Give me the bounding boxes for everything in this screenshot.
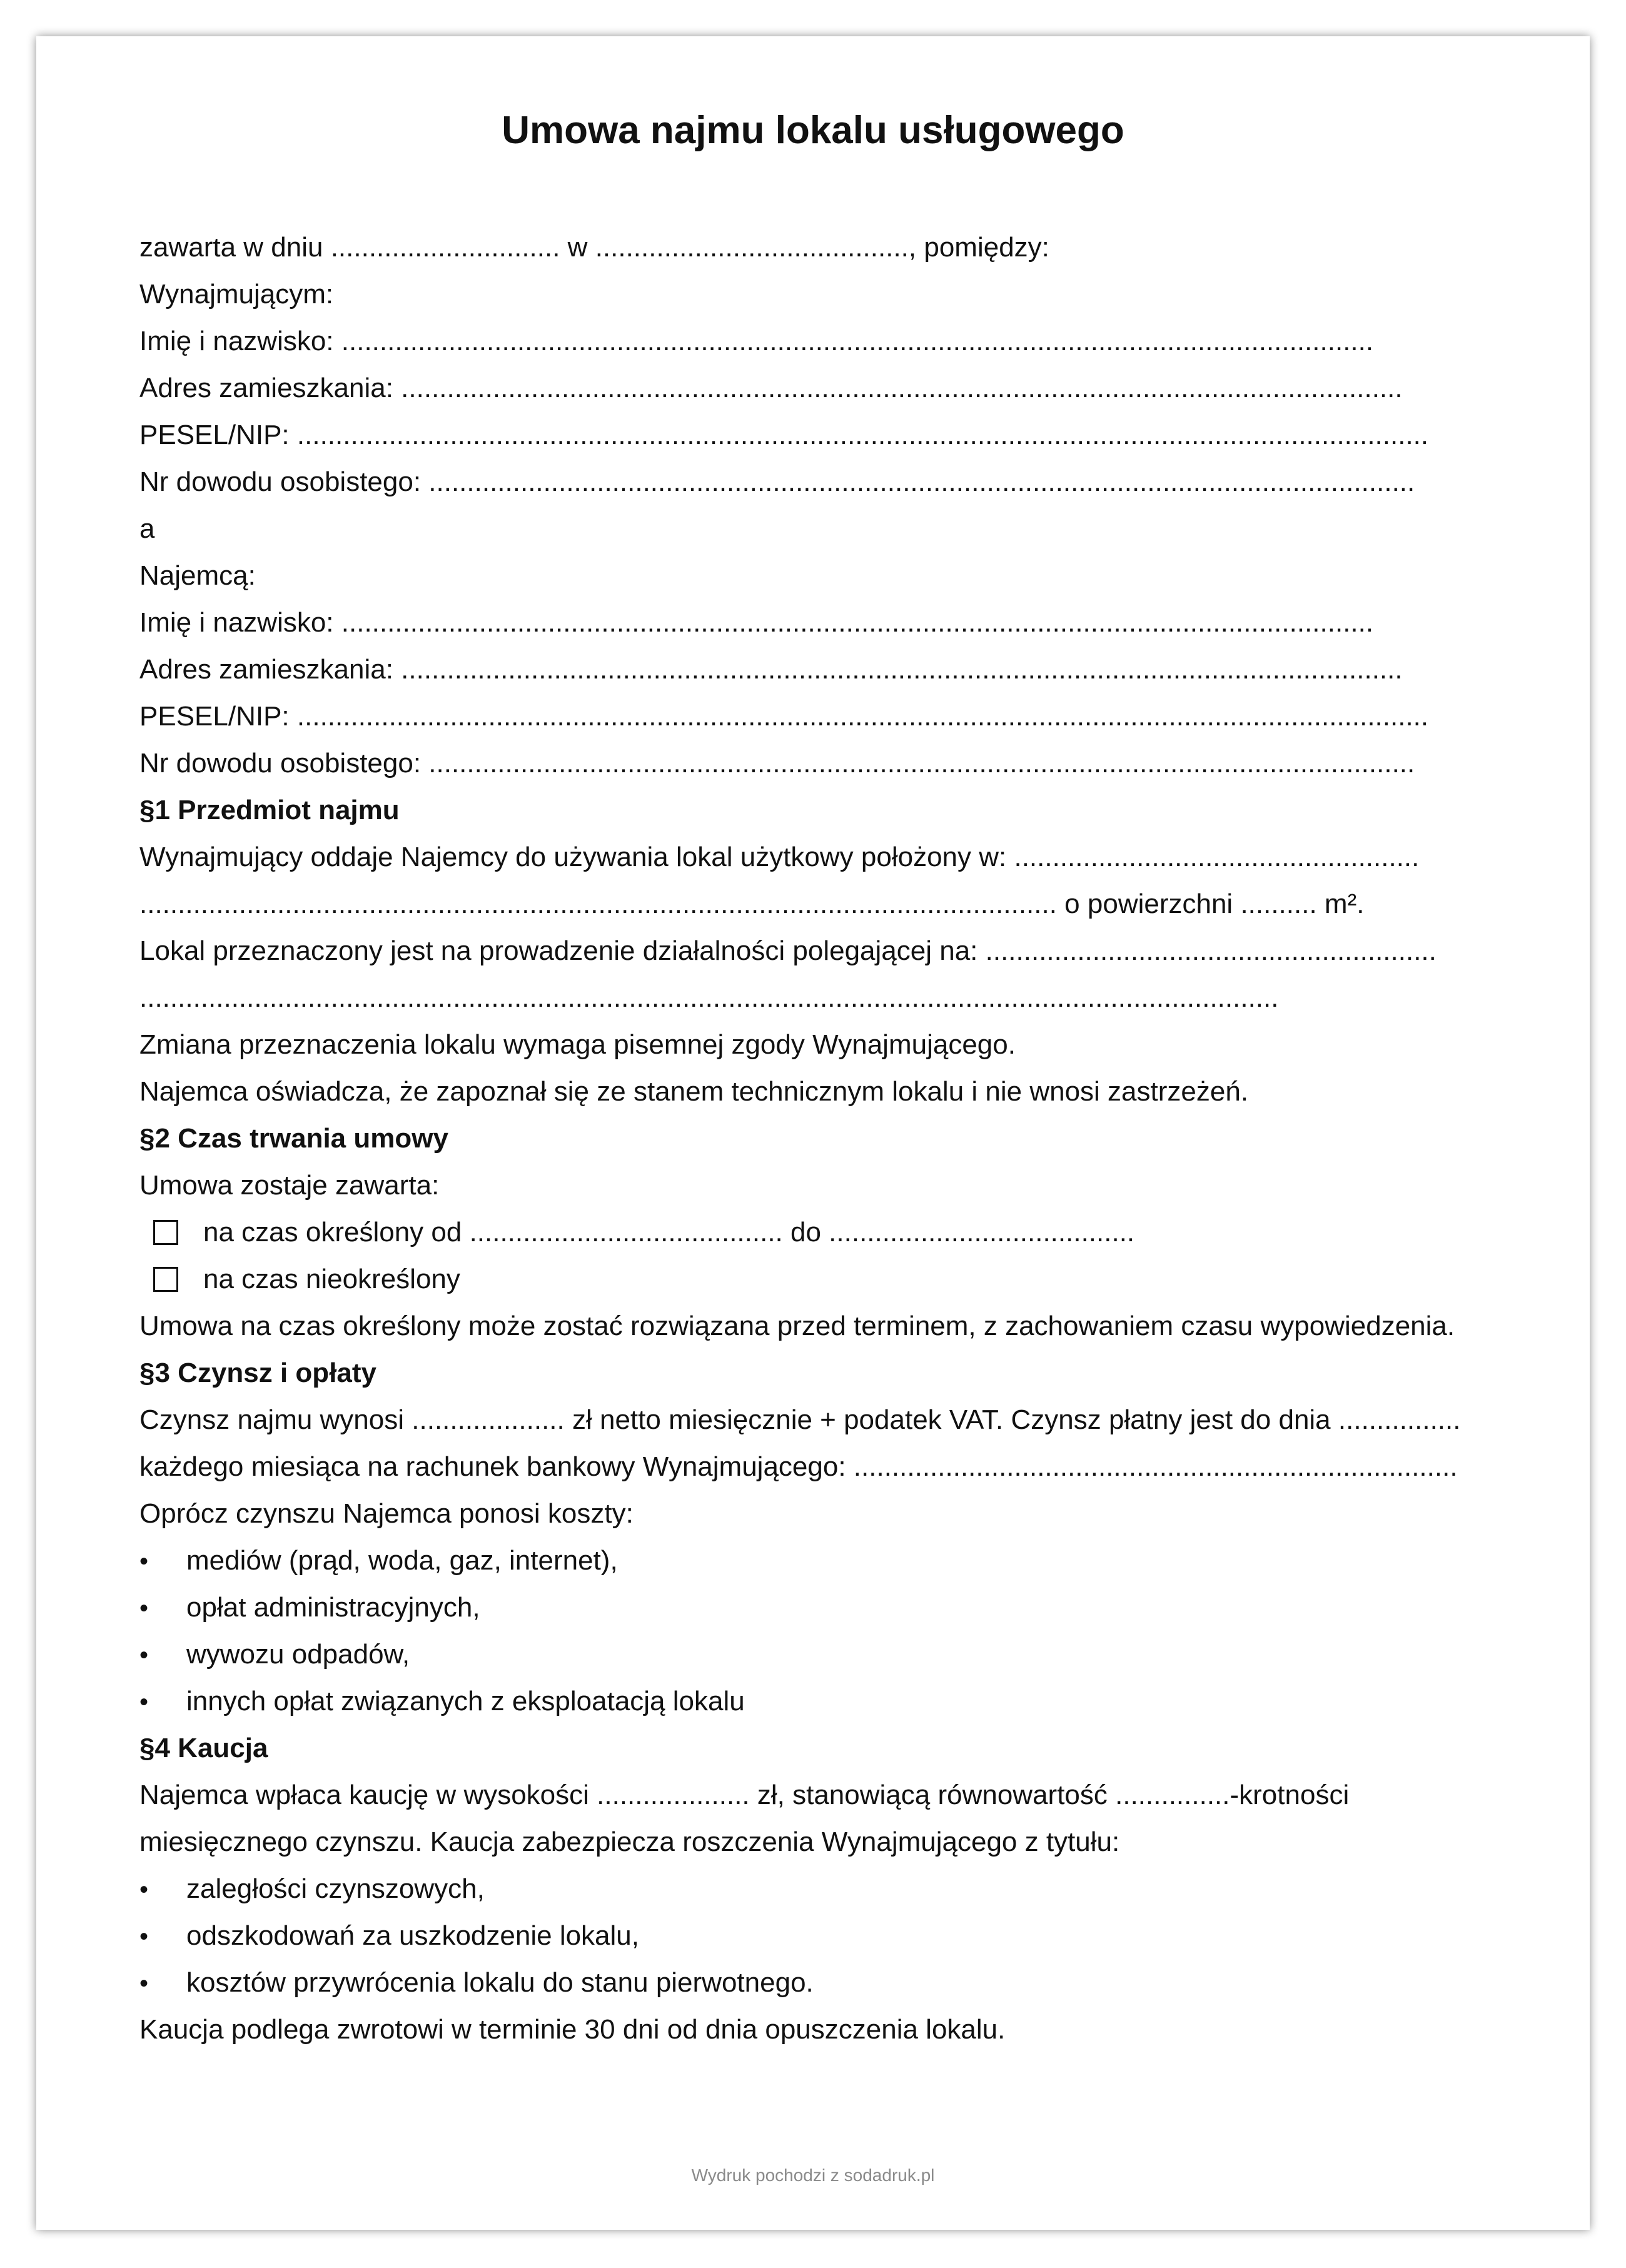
s3-account-line xyxy=(139,1443,1540,1490)
indefinite-term-checkbox[interactable] xyxy=(153,1267,178,1292)
bullet-icon: • xyxy=(139,1876,149,1903)
tenant-id-label: Nr dowodu osobistego: xyxy=(139,748,429,779)
s1-purpose-label: Lokal przeznaczony jest na prowadzenie działalności polegającej na: xyxy=(139,935,986,966)
s4-refund-text: Kaucja podlega zwrotowi w terminie 30 dni od dnia opuszczenia lokalu. xyxy=(139,2014,1006,2045)
s2-intro-text: Umowa zostaje zawarta: xyxy=(139,1170,440,1201)
lessor-id-field[interactable]: ................................................................................................................................. xyxy=(428,466,1415,497)
s1-change-purpose-text: Zmiana przeznaczenia lokalu wymaga pisemnej zgody Wynajmującego. xyxy=(139,1029,1016,1060)
intro-text-1: zawarta w dniu xyxy=(139,232,331,263)
intro-line xyxy=(139,224,1540,271)
s1-location-field[interactable]: ..................................................... xyxy=(1014,842,1420,872)
bullet-icon: • xyxy=(139,1688,149,1716)
s1-area-label: o powierzchni xyxy=(1056,889,1241,919)
tenant-name-line xyxy=(139,599,1540,646)
s4-deposit-line xyxy=(139,1772,1540,1818)
bullet-icon: • xyxy=(139,1970,149,1997)
tenant-heading: Najemcą: xyxy=(139,560,256,591)
bullet-icon: • xyxy=(139,1923,149,1950)
list-item xyxy=(139,1678,1540,1725)
tenant-id-line xyxy=(139,740,1540,787)
fixed-term-label: na czas określony od xyxy=(203,1217,470,1247)
s1-location-field-continued[interactable]: ........................................................................................................................ xyxy=(139,889,1057,919)
list-item xyxy=(139,1865,1540,1912)
tenant-address-label: Adres zamieszkania: xyxy=(139,654,401,685)
s2-termination-text: Umowa na czas określony może zostać rozwiązana przed terminem, z zachowaniem czasu wypowiedzenia. xyxy=(139,1311,1455,1341)
deposit-amount-field[interactable]: .................... xyxy=(597,1780,750,1810)
claim-item-text: zaległości czynszowych, xyxy=(186,1873,485,1904)
tenant-pesel-field[interactable]: .................................................................................................................................................... xyxy=(296,701,1429,732)
claim-item-text: kosztów przywrócenia lokalu do stanu pierwotnego. xyxy=(186,1967,814,1998)
s1-condition-statement: Najemca oświadcza, że zapoznał się ze stanem technicznym lokalu i nie wnosi zastrzeżeń. xyxy=(139,1076,1249,1107)
s2-option-fixed-term xyxy=(139,1209,1540,1256)
lessor-pesel-label: PESEL/NIP: xyxy=(139,420,297,450)
section-2-heading: §2 Czas trwania umowy xyxy=(139,1123,448,1154)
rent-amount-field[interactable]: .................... xyxy=(412,1404,565,1435)
s1-area-line xyxy=(139,880,1540,927)
section-1-heading: §1 Przedmiot najmu xyxy=(139,795,400,825)
s1-purpose-line xyxy=(139,927,1540,974)
lessor-pesel-field[interactable]: .................................................................................................................................................... xyxy=(296,420,1429,450)
bullet-icon: • xyxy=(139,1641,149,1669)
place-field[interactable]: ......................................... xyxy=(595,232,909,263)
lessor-id-label: Nr dowodu osobistego: xyxy=(139,466,429,497)
lessor-name-field[interactable]: ....................................................................................................................................... xyxy=(341,326,1374,356)
document-body xyxy=(139,224,1540,2053)
cost-item-text: innych opłat związanych z eksploatacją lokalu xyxy=(186,1686,745,1716)
s2-option-indefinite xyxy=(139,1256,1540,1303)
bullet-icon: • xyxy=(139,1548,149,1575)
s4-multiplier-suffix: -krotności xyxy=(1230,1780,1350,1810)
conjunction: a xyxy=(139,513,155,544)
list-item xyxy=(139,1537,1540,1584)
list-item xyxy=(139,1959,1540,2006)
s1-purpose-field-continued[interactable]: ..................................................................................................................................................... xyxy=(139,982,1279,1013)
lessor-address-label: Adres zamieszkania: xyxy=(139,373,401,403)
cost-item-text: mediów (prąd, woda, gaz, internet), xyxy=(186,1545,618,1576)
s3-rent-line xyxy=(139,1396,1540,1443)
lessor-name-line xyxy=(139,318,1540,365)
tenant-address-field[interactable]: ................................................................................................................................... xyxy=(401,654,1403,685)
s4-claims-intro: miesięcznego czynszu. Kaucja zabezpiecza roszczenia Wynajmującego z tytułu: xyxy=(139,1827,1120,1857)
list-item xyxy=(139,1584,1540,1631)
lessor-id-line xyxy=(139,458,1540,505)
section-3-heading: §3 Czynsz i opłaty xyxy=(139,1358,377,1388)
s4-claims-list xyxy=(139,1865,1540,2006)
indefinite-term-label: na czas nieokreślony xyxy=(203,1264,460,1294)
s1-purpose-line-2 xyxy=(139,974,1540,1021)
s3-rent-label: Czynsz najmu wynosi xyxy=(139,1404,412,1435)
s3-account-label: każdego miesiąca na rachunek bankowy Wynajmującego: xyxy=(139,1451,854,1482)
tenant-address-line xyxy=(139,646,1540,693)
s3-cost-list xyxy=(139,1537,1540,1725)
list-item xyxy=(139,1912,1540,1959)
s3-costs-intro: Oprócz czynszu Najemca ponosi koszty: xyxy=(139,1498,634,1529)
intro-text-3: , pomiędzy: xyxy=(908,232,1049,263)
print-source-footer: Wydruk pochodzi z sodadruk.pl xyxy=(691,2165,935,2185)
fixed-term-from-field[interactable]: ......................................... xyxy=(469,1217,783,1247)
tenant-name-label: Imię i nazwisko: xyxy=(139,607,341,638)
lessor-name-label: Imię i nazwisko: xyxy=(139,326,341,356)
fixed-term-checkbox[interactable] xyxy=(153,1220,178,1245)
cost-item-text: opłat administracyjnych, xyxy=(186,1592,480,1623)
document-page xyxy=(36,36,1590,2230)
s1-area-field[interactable]: .......... xyxy=(1240,889,1317,919)
fixed-term-to-field[interactable]: ........................................ xyxy=(829,1217,1135,1247)
claim-item-text: odszkodowań za uszkodzenie lokalu, xyxy=(186,1920,640,1951)
bank-account-field[interactable]: ............................................................................... xyxy=(853,1451,1458,1482)
bullet-icon: • xyxy=(139,1595,149,1622)
s1-location-label: Wynajmujący oddaje Najemcy do używania lokal użytkowy położony w: xyxy=(139,842,1014,872)
tenant-pesel-line xyxy=(139,693,1540,740)
section-4-heading: §4 Kaucja xyxy=(139,1733,268,1763)
document-title: Umowa najmu lokalu usługowego xyxy=(502,109,1124,152)
s4-deposit-text: zł, stanowiącą równowartość xyxy=(749,1780,1116,1810)
s4-deposit-label: Najemca wpłaca kaucję w wysokości xyxy=(139,1780,597,1810)
lessor-address-line xyxy=(139,365,1540,411)
lessor-pesel-line xyxy=(139,411,1540,458)
tenant-id-field[interactable]: ................................................................................................................................. xyxy=(428,748,1415,779)
intro-text-2: w xyxy=(560,232,595,263)
tenant-pesel-label: PESEL/NIP: xyxy=(139,701,297,732)
s1-location-line xyxy=(139,834,1540,880)
date-field[interactable]: .............................. xyxy=(330,232,560,263)
lessor-heading: Wynajmującym: xyxy=(139,279,334,310)
s3-rent-text: zł netto miesięcznie + podatek VAT. Czynsz płatny jest do dnia xyxy=(564,1404,1338,1435)
fixed-term-to-label: do xyxy=(782,1217,829,1247)
cost-item-text: wywozu odpadów, xyxy=(186,1639,410,1670)
list-item xyxy=(139,1631,1540,1678)
lessor-address-field[interactable]: ................................................................................................................................... xyxy=(401,373,1403,403)
deposit-multiplier-field[interactable]: ............... xyxy=(1115,1780,1230,1810)
s1-area-unit: m². xyxy=(1316,889,1365,919)
s1-purpose-field[interactable]: ........................................................... xyxy=(985,935,1437,966)
tenant-name-field[interactable]: ....................................................................................................................................... xyxy=(341,607,1374,638)
rent-due-day-field[interactable]: ................ xyxy=(1338,1404,1461,1435)
